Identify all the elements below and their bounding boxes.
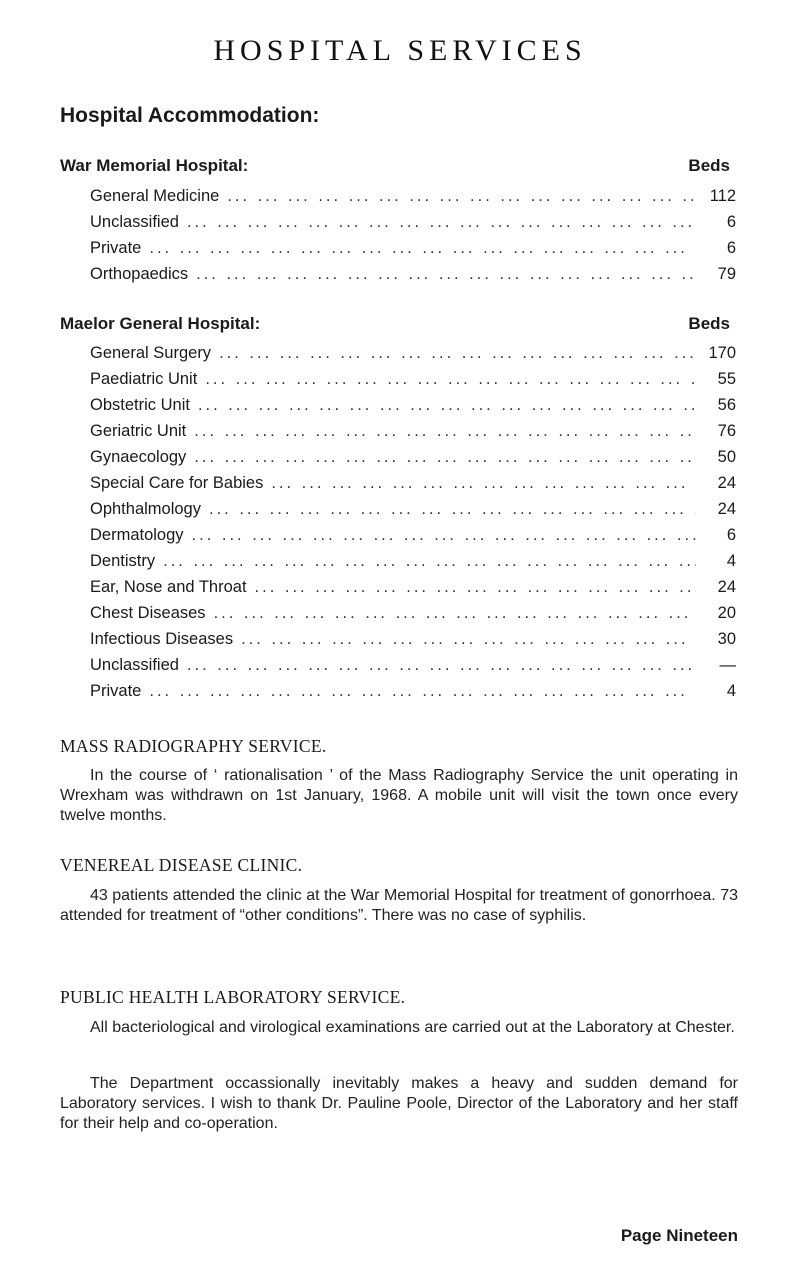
page-number: Page Nineteen [620,1226,738,1245]
leader-dots [255,578,696,597]
laboratory-text-2: The Department occassionally inevitably makes a heavy and sudden demand for Laboratory services. I wish to thank Dr. Pauline Poole, Director of the Laboratory and her staff for their help and co-operation. [60,1075,738,1132]
ward-label: Private [90,239,142,257]
leader-dots [187,213,696,232]
ward-row [90,344,736,370]
ward-beds: — [719,656,736,674]
leader-dots [205,370,696,389]
ward-row [90,265,736,291]
hospital-heading-war-memorial [60,156,730,180]
leader-dots [219,344,696,363]
laboratory-heading: PUBLIC HEALTH LABORATORY SERVICE. [60,987,406,1007]
ward-beds: 24 [717,474,736,492]
leader-dots [227,187,696,206]
ward-row [90,396,736,422]
ward-beds: 4 [726,682,736,700]
ward-row [90,578,736,604]
beds-column-label: Beds [688,314,730,333]
ward-beds: 20 [717,604,736,622]
maelor-ward-list [90,344,736,708]
ward-row [90,187,736,213]
ward-label: Geriatric Unit [90,422,187,440]
leader-dots [149,239,696,258]
ward-label: Gynaecology [90,448,187,466]
ward-label: Chest Diseases [90,604,206,622]
hospital-name: War Memorial Hospital: [60,156,249,175]
hospital-heading-maelor [60,314,730,338]
ward-label: Unclassified [90,656,179,674]
ward-beds: 50 [717,448,736,466]
ward-label: Infectious Diseases [90,630,234,648]
leader-dots [163,552,696,571]
leader-dots [214,604,696,623]
ward-row [90,422,736,448]
ward-beds: 56 [717,396,736,414]
ward-beds: 79 [717,265,736,283]
ward-beds: 170 [708,344,736,362]
leader-dots [241,630,696,649]
leader-dots [187,656,696,675]
ward-label: Obstetric Unit [90,396,190,414]
venereal-clinic-text: 43 patients attended the clinic at the War Memorial Hospital for treatment of gonorrhoea. 73 attended for treatment of “other conditions”. There was no case of syphilis. [60,887,738,924]
ward-beds: 76 [717,422,736,440]
ward-label: General Surgery [90,344,212,362]
leader-dots [209,500,696,519]
ward-label: Dermatology [90,526,184,544]
ward-row [90,630,736,656]
ward-row [90,656,736,682]
ward-label: Dentistry [90,552,156,570]
page-title: HOSPITAL SERVICES [213,34,587,67]
ward-label: Ear, Nose and Throat [90,578,247,596]
ward-row [90,474,736,500]
leader-dots [149,682,696,701]
ward-row [90,682,736,708]
mass-radiography-text: In the course of ‘ rationalisation ’ of the Mass Radiography Service the unit operating in Wrexham was withdrawn on 1st January, 1968. A mobile unit will visit the town once every twelve months. [60,767,738,824]
ward-beds: 55 [717,370,736,388]
ward-beds: 6 [726,239,736,257]
ward-row [90,526,736,552]
mass-radiography-heading: MASS RADIOGRAPHY SERVICE. [60,736,327,756]
leader-dots [194,448,696,467]
venereal-clinic-heading: VENEREAL DISEASE CLINIC. [60,855,303,875]
ward-beds: 112 [709,187,736,205]
leader-dots [196,265,696,284]
beds-column-label: Beds [688,156,730,175]
ward-beds: 6 [726,213,736,231]
ward-row [90,448,736,474]
ward-row [90,500,736,526]
ward-beds: 30 [717,630,736,648]
ward-label: Unclassified [90,213,179,231]
ward-row [90,370,736,396]
leader-dots [192,526,696,545]
ward-beds: 24 [717,500,736,518]
leader-dots [198,396,696,415]
ward-label: Ophthalmology [90,500,201,518]
ward-beds: 6 [726,526,736,544]
ward-label: Orthopaedics [90,265,189,283]
accommodation-heading: Hospital Accommodation: [60,104,320,127]
war-memorial-ward-list [90,187,736,291]
leader-dots [194,422,696,441]
ward-label: General Medicine [90,187,220,205]
laboratory-text-1: All bacteriological and virological examinations are carried out at the Laboratory at Chester. [90,1019,735,1036]
ward-beds: 4 [726,552,736,570]
ward-row [90,213,736,239]
leader-dots [271,474,696,493]
ward-beds: 24 [717,578,736,596]
ward-row [90,239,736,265]
ward-label: Private [90,682,142,700]
ward-label: Paediatric Unit [90,370,198,388]
ward-row [90,552,736,578]
hospital-name: Maelor General Hospital: [60,314,261,333]
ward-row [90,604,736,630]
ward-label: Special Care for Babies [90,474,264,492]
